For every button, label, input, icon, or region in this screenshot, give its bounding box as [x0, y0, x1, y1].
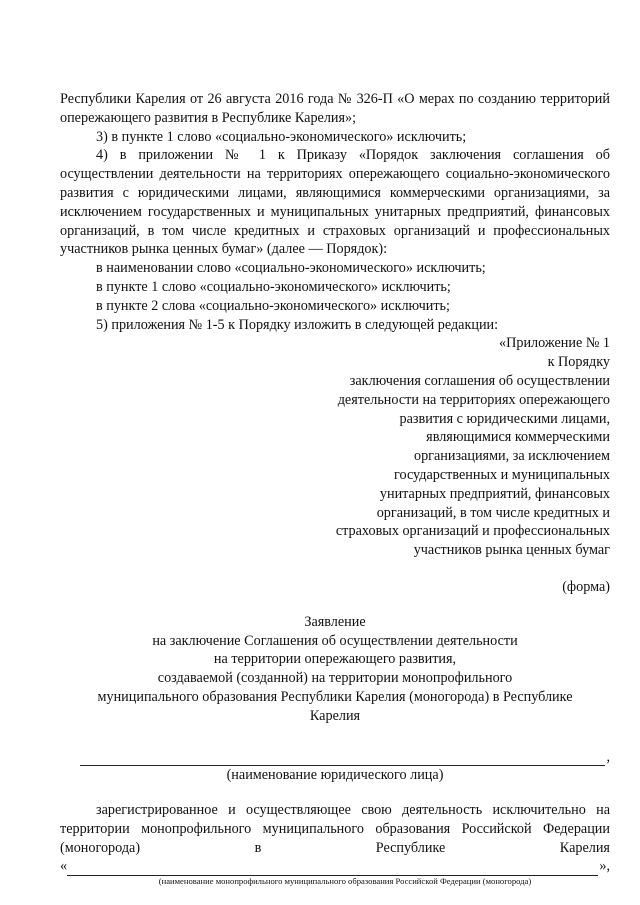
appendix-line: «Приложение № 1 — [499, 335, 610, 352]
registration-line-2: территории монопрофильного муниципального образования Российской Федерации — [60, 820, 610, 837]
paragraph-item-5: 5) приложения № 1-5 к Порядку изложить в следующей редакции: — [96, 316, 499, 333]
legal-entity-comma: , — [606, 748, 610, 765]
document-page — [60, 90, 610, 887]
statement-title — [60, 613, 610, 726]
statement-title-line: на заключение Соглашения об осуществлении деятельности — [152, 632, 518, 649]
appendix-line: организациями, за исключением — [413, 448, 610, 465]
municipality-field — [60, 857, 610, 876]
paragraph-point-2-change: в пункте 2 слова «социально-экономического» исключить; — [96, 297, 450, 314]
appendix-line: заключения соглашения об осуществлении — [349, 372, 610, 389]
appendix-line: к Порядку — [547, 354, 610, 371]
close-quote: », — [599, 858, 610, 875]
municipality-caption: (наименование монопрофильного муниципального образования Российской Федерации (моногорода) — [158, 876, 532, 887]
registration-line-1: зарегистрированное и осуществляющее свою деятельность исключительно на — [96, 802, 610, 819]
statement-title-line: создаваемой (созданной) на территории монопрофильного — [157, 670, 513, 687]
appendix-line: участников рынка ценных бумаг — [413, 542, 610, 559]
appendix-header — [60, 334, 610, 560]
paragraph-item-3: 3) в пункте 1 слово «социально-экономического» исключить; — [96, 128, 467, 145]
appendix-line: деятельности на территориях опережающего — [337, 391, 610, 408]
paragraph-item-4: 4) в приложении № 1 к Приказу «Порядок заключения соглашения об осуществлении деятельности на территориях опережающего социально-экономического развития с юридическими лицами, являющимися коммерческими организациями, за исключением государственных и муниципальных унитарных предприятий, финансовых организаций, в том числе кредитных и страховых организаций и профессиональных участников рынка ценных бумаг» (далее — Порядок): — [60, 147, 610, 258]
appendix-line: развития с юридическими лицами, — [399, 410, 610, 427]
paragraph-title-change: в наименовании слово «социально-экономического» исключить; — [96, 260, 486, 277]
municipality-blank-line — [67, 861, 598, 876]
appendix-line: унитарных предприятий, финансовых — [379, 485, 610, 502]
registration-word: в — [254, 839, 262, 856]
appendix-line: государственных и муниципальных — [394, 466, 610, 483]
statement-title-line: муниципального образования Республики Карелия (моногорода) в Республике — [97, 688, 573, 705]
appendix-line: страховых организаций и профессиональных — [335, 523, 610, 540]
open-quote: « — [60, 858, 68, 875]
legal-entity-caption: (наименование юридического лица) — [226, 767, 444, 784]
registration-word: (моногорода) — [60, 839, 141, 856]
statement-title-line: Карелия — [309, 707, 361, 724]
legal-entity-blank-line — [80, 751, 605, 766]
registration-word: Карелия — [559, 839, 610, 856]
registration-word: Республике — [375, 839, 446, 856]
form-label: (форма) — [562, 578, 610, 595]
statement-title-line: Заявление — [304, 613, 366, 630]
paragraph-point-1-change: в пункте 1 слово «социально-экономического» исключить; — [96, 278, 451, 295]
statement-title-line: на территории опережающего развития, — [213, 651, 457, 668]
registration-line-3 — [60, 839, 610, 858]
legal-entity-field — [60, 748, 610, 767]
appendix-line: являющимися коммерческими — [426, 429, 610, 446]
paragraph-decree-reference: Республики Карелия от 26 августа 2016 года № 326-П «О мерах по созданию территорий опережающего развития в Республике Карелия»; — [60, 91, 610, 126]
appendix-line: организаций, в том числе кредитных и — [376, 504, 610, 521]
